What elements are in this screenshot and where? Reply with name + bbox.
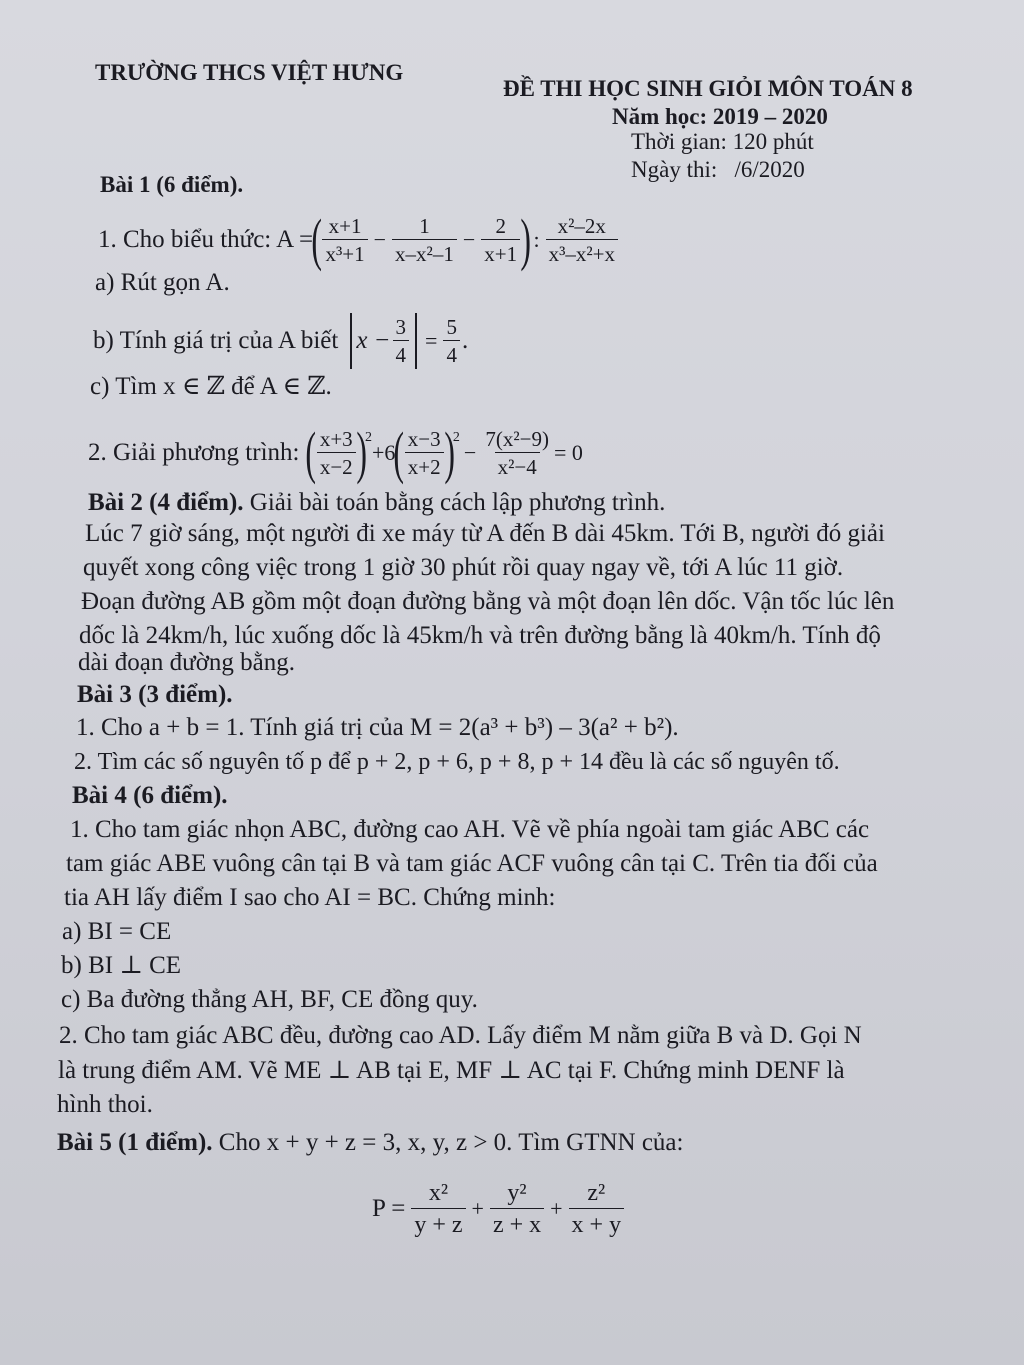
fraction: $\frac{3}{4}$	[393, 315, 410, 367]
bai1-qb: b) Tính giá trị của A biết x − $\frac{3}{4}$ = $\frac{5}{4}$ .	[93, 315, 469, 368]
bai4-line: 2. Cho tam giác ABC đều, đường cao AD. Lấy điểm M nằm giữa B và D. Gọi N	[59, 1022, 862, 1049]
school-year: Năm học: 2019 – 2020	[612, 104, 828, 129]
bai4-line: là trung điểm AM. Vẽ ME ⊥ AB tại E, MF ⊥ AC tại F. Chứng minh DENF là	[58, 1057, 845, 1084]
bai4-line: a) BI = CE	[62, 918, 172, 945]
bai4-line: tia AH lấy điểm I sao cho AI = BC. Chứng minh:	[64, 884, 556, 911]
bai2-title: Bài 2 (4 điểm).	[88, 489, 244, 516]
bai4-title: Bài 4 (6 điểm).	[72, 782, 228, 809]
bai3-title: Bài 3 (3 điểm).	[77, 681, 233, 708]
bai2-line: dài đoạn đường bằng.	[78, 649, 296, 676]
bai2-line: Lúc 7 giờ sáng, một người đi xe máy từ A đến B dài 45km. Tới B, người đó giải	[85, 520, 885, 547]
bai1-q1: 1. Cho biểu thức: A = ( $\frac{x+1}{\text{x³+1}}$ − $\frac{1}{\text{x–x²–1}}$ − $\frac{2}{x+1}$ ) : $\frac{\text{x²–2x}}{\text{x³–x²+x}}$	[98, 204, 620, 275]
school-name: TRƯỜNG THCS VIỆT HƯNG	[95, 60, 404, 85]
bai1-title: Bài 1 (6 điểm).	[100, 172, 244, 197]
bai1-q1-intro: 1. Cho biểu thức: A =	[98, 226, 314, 254]
exam-date: Ngày thi: /6/2020	[631, 157, 805, 182]
bai1-q2: 2. Giải phương trình: ( $\frac{x+3}{x-2}$ ) 2 +6 ( $\frac{x-3}{x+2}$ ) 2 − $\frac{\text{7(x²−9)}}{\text{x²−4}}$ = 0	[88, 420, 583, 486]
exam-title: ĐỀ THI HỌC SINH GIỎI MÔN TOÁN 8	[503, 76, 913, 101]
bai2-line: quyết xong công việc trong 1 giờ 30 phút rồi quay ngay về, tới A lúc 11 giờ.	[83, 554, 844, 581]
bai3-q2: 2. Tìm các số nguyên tố p để p + 2, p + 6, p + 8, p + 14 đều là các số nguyên tố.	[74, 749, 840, 775]
bai5-expression: P = $\frac{\text{x²}}{y + z}$ + $\frac{\text{y²}}{z + x}$ + $\frac{\text{z²}}{x + y}$	[372, 1170, 626, 1247]
bai1-qa: a) Rút gọn A.	[95, 269, 230, 296]
fraction: $\frac{2}{x+1}$	[481, 214, 520, 266]
bai4-line: tam giác ABE vuông cân tại B và tam giác ACF vuông cân tại C. Trên tia đối của	[66, 850, 878, 877]
bai2-heading: Bài 2 (4 điểm). Giải bài toán bằng cách lập phương trình.	[88, 489, 666, 516]
bai4-line: b) BI ⊥ CE	[61, 952, 182, 979]
bai4-line: 1. Cho tam giác nhọn ABC, đường cao AH. Vẽ về phía ngoài tam giác ABC các	[70, 816, 870, 843]
fraction: $\frac{\text{x²}}{y + z}$	[411, 1179, 465, 1239]
bai5-title: Bài 5 (1 điểm).	[57, 1129, 213, 1156]
fraction: $\frac{5}{4}$	[443, 315, 460, 367]
exam-duration: Thời gian: 120 phút	[631, 129, 814, 154]
fraction: $\frac{\text{7(x²−9)}}{\text{x²−4}}$	[485, 427, 549, 480]
fraction: $\frac{\text{x²–2x}}{\text{x³–x²+x}}$	[546, 214, 618, 266]
bai1-qc: c) Tìm x ∈ ℤ để A ∈ ℤ.	[90, 373, 332, 400]
fraction: $\frac{\text{z²}}{x + y}$	[569, 1179, 625, 1239]
fraction: $\frac{x+1}{\text{x³+1}}$	[322, 214, 367, 266]
fraction: $\frac{x+3}{x-2}$	[317, 427, 356, 479]
bai3-q1: 1. Cho a + b = 1. Tính giá trị của M = 2(a³ + b³) – 3(a² + b²).	[76, 714, 679, 741]
bai4-line: hình thoi.	[57, 1091, 153, 1118]
fraction: $\frac{\text{y²}}{z + x}$	[490, 1179, 544, 1239]
fraction: $\frac{x-3}{x+2}$	[405, 427, 444, 479]
fraction: $\frac{1}{\text{x–x²–1}}$	[392, 214, 457, 266]
bai5-heading: Bài 5 (1 điểm). Cho x + y + z = 3, x, y, z > 0. Tìm GTNN của:	[57, 1129, 684, 1156]
bai4-line: c) Ba đường thẳng AH, BF, CE đồng quy.	[61, 986, 478, 1013]
bai2-line: Đoạn đường AB gồm một đoạn đường bằng và một đoạn lên dốc. Vận tốc lúc lên	[81, 588, 895, 615]
bai2-line: dốc là 24km/h, lúc xuống dốc là 45km/h và trên đường bằng là 40km/h. Tính độ	[79, 622, 881, 649]
